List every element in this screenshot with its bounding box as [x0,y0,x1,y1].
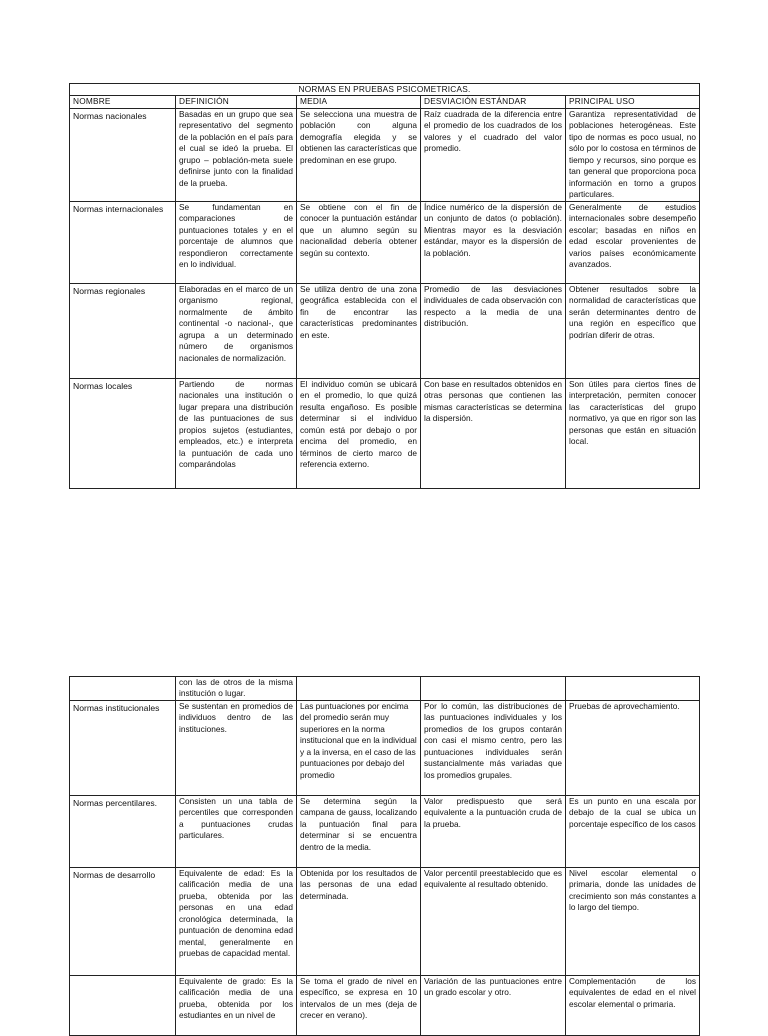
table-row [70,868,700,976]
row-use: Complementación de los equivalentes de edad en el nivel escolar elemental o primaria. [566,976,700,1036]
header-nombre: NOMBRE [70,96,176,108]
row-definition: Equivalente de edad: Es la calificación media de una prueba, obtenida por las personas en una edad cronológica determinada, la puntuación de denomina edad mental, generalmente en pruebas de capacidad mental. [176,868,297,976]
row-definition: Elaboradas en el marco de un organismo regional, normalmente de ámbito continental -o nacional-, que agrupa a un determinado número de organismos nacionales de normalización. [176,283,297,378]
header-uso: PRINCIPAL USO [566,96,700,108]
row-definition: Equivalente de grado: Es la calificación media de una prueba, obtenida por los estudiantes en un nivel de [176,976,297,1036]
row-sd: Raíz cuadrada de la diferencia entre el promedio de los cuadrados de los valores y el cuadrado del valor promedio. [421,108,566,201]
row-use: Son útiles para ciertos fines de interpretación, permiten conocer las características del grupo normativo, ya que en rigor son las personas que están en situación local. [566,378,700,488]
row-mean: Se obtiene con el fin de conocer la puntuación estándar que un alumno según su nacionalidad debería obtener según su contexto. [297,201,421,283]
norms-table-page-1 [69,83,700,489]
row-definition: Consisten un una tabla de percentiles que corresponden a puntuaciones crudas particulares. [176,796,297,868]
table-header-row [70,96,700,108]
row-name: Normas regionales [70,283,176,378]
row-use: Nivel escolar elemental o primaria, donde las unidades de crecimiento son más constantes a lo largo del tiempo. [566,868,700,976]
row-name: Normas locales [70,378,176,488]
row-use: Obtener resultados sobre la normalidad de características que serán determinantes dentro de una región en específico que podrían diferir de otras. [566,283,700,378]
row-sd: Valor predispuesto que será equivalente a la puntuación cruda de la prueba. [421,796,566,868]
row-mean: Se utiliza dentro de una zona geográfica establecida con el fin de encontrar las características predominantes en este. [297,283,421,378]
table-row [70,976,700,1036]
row-mean: Las puntuaciones por encima del promedio serán muy superiores en la norma institucional que en la individual y a la inversa, en el caso de las puntuaciones por debajo del promedio [297,701,421,796]
row-definition: Partiendo de normas nacionales una institución o lugar prepara una distribución de las puntuaciones de sus propios sujetos (estudiantes, empleados, etc.) e interpreta la puntuación de cada uno comparándolas [176,378,297,488]
row-name: Normas percentilares. [70,796,176,868]
row-sd: Promedio de las desviaciones individuales de cada observación con respecto a la media de una distribución. [421,283,566,378]
row-use: Es un punto en una escala por debajo de la cual se ubica un porcentaje específico de los casos [566,796,700,868]
row-sd: Valor percentil preestablecido que es equivalente al resultado obtenido. [421,868,566,976]
row-mean: Se determina según la campana de gauss, localizando la puntuación final para determinar si se encuentra dentro de la media. [297,796,421,868]
row-sd: Variación de las puntuaciones entre un grado escolar y otro. [421,976,566,1036]
row-sd: Por lo común, las distribuciones de las puntuaciones individuales y los promedios de los grupos contarán con casi el mismo centro, pero las puntuaciones individuales serán sustancialmente más variadas que los promedios grupales. [421,701,566,796]
row-mean: El individuo común se ubicará en el promedio, lo que quizá resulta engañoso. Es posible determinar si el individuo común está por debajo o por encima del promedio, en términos de cierto marco de referencia externo. [297,378,421,488]
row-sd: Índice numérico de la dispersión de un conjunto de datos (o población). Mientras mayor es la desviación estándar, mayor es la dispersión de la población. [421,201,566,283]
row-mean: Se toma el grado de nivel en específico, se expresa en 10 intervalos de un mes (deja de crecer en verano). [297,976,421,1036]
row-name: Normas internacionales [70,201,176,283]
header-desviacion: DESVIACIÓN ESTÁNDAR [421,96,566,108]
table-row [70,108,700,201]
row-definition: Se sustentan en promedios de individuos dentro de las instituciones. [176,701,297,796]
table-title: NORMAS EN PRUEBAS PSICOMETRICAS. [70,84,700,96]
row-use: Pruebas de aprovechamiento. [566,701,700,796]
row-mean: Se selecciona una muestra de población con alguna demografía elegida y se obtienen las características que predominan en ese grupo. [297,108,421,201]
table-row [70,677,700,701]
norms-table-page-2 [69,676,700,1036]
row-name: Normas nacionales [70,108,176,201]
table-row [70,283,700,378]
row-name [70,976,176,1036]
row-use: Generalmente de estudios internacionales sobre desempeño escolar; basadas en niños en edad escolar provenientes de varios países económicamente avanzados. [566,201,700,283]
row-name: Normas institucionales [70,701,176,796]
row-definition-continuation: con las de otros de la misma institución o lugar. [176,677,297,701]
row-sd: Con base en resultados obtenidos en otras personas que contienen las mismas características se determina la dispersión. [421,378,566,488]
table-row [70,701,700,796]
table-row [70,796,700,868]
table-row [70,201,700,283]
row-definition: Basadas en un grupo que sea representativo del segmento de la población en el país para el cual se ideó la prueba. El grupo – población-meta suele definirse junto con la finalidad de la prueba. [176,108,297,201]
row-use: Garantiza representatividad de poblaciones heterogéneas. Este tipo de normas es poco usual, no sólo por lo costosa en términos de tiempo y recursos, sino porque es tan general que proporciona poca información en torno a grupos particulares. [566,108,700,201]
row-name: Normas de desarrollo [70,868,176,976]
row-definition: Se fundamentan en comparaciones de puntuaciones totales y en el porcentaje de alumnos que respondieron correctamente en lo individual. [176,201,297,283]
header-media: MEDIA [297,96,421,108]
header-definicion: DEFINICIÓN [176,96,297,108]
table-row [70,378,700,488]
row-mean: Obtenida por los resultados de las personas de una edad determinada. [297,868,421,976]
